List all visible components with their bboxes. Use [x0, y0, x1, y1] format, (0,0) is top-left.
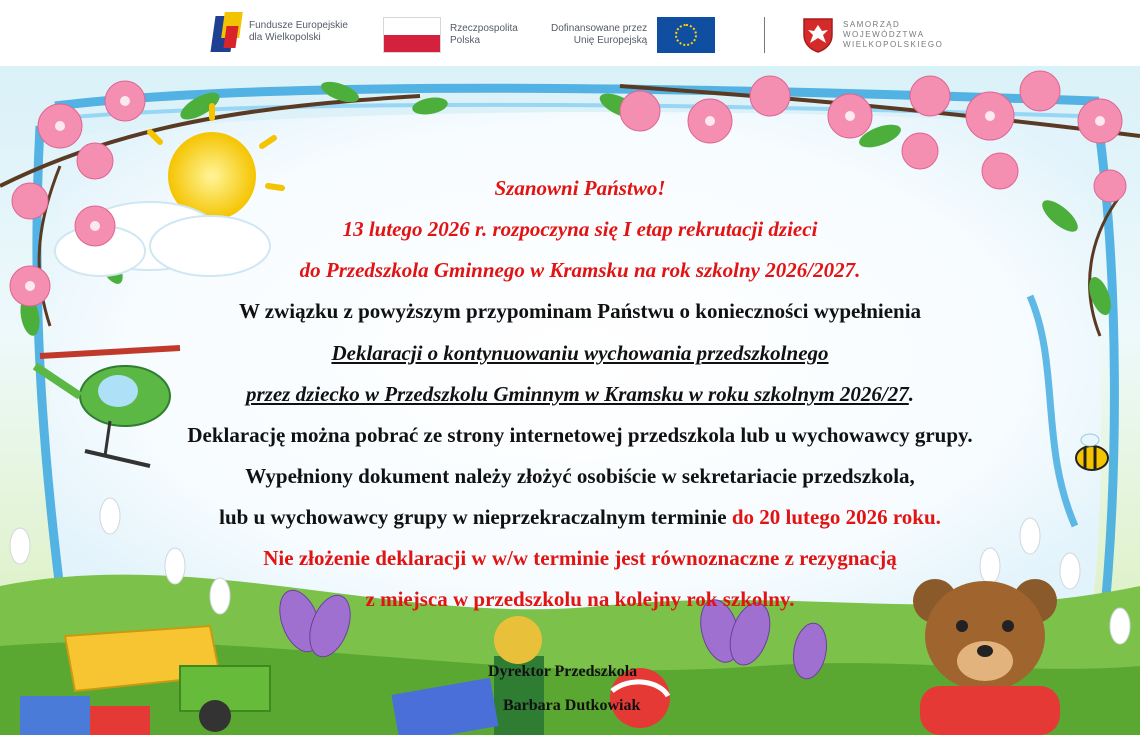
declaration-title-text: Deklaracji o kontynuowaniu wychowania przedszkolnego	[331, 341, 829, 365]
deadline-date: do 20 lutego 2026 roku.	[731, 505, 941, 529]
eu-logo	[551, 17, 715, 53]
fe-logo-text: Fundusze Europejskie dla Wielkopolski	[249, 20, 348, 43]
line-declaration-title	[90, 340, 1070, 366]
eu-flag-icon	[657, 17, 715, 53]
fe-logo-icon	[213, 12, 241, 52]
pl-logo	[383, 17, 518, 53]
line-reminder: W związku z powyższym przypominam Państwu o konieczności wypełnienia	[238, 299, 922, 323]
bee-icon	[1076, 434, 1108, 470]
line-declaration-subject	[90, 381, 1070, 407]
declaration-subject-period: .	[908, 382, 915, 406]
wielkopolska-shield-icon	[802, 17, 834, 53]
fe-logo	[213, 12, 348, 52]
deadline-text: lub u wychowawcy grupy w nieprzekraczalnym terminie	[219, 505, 732, 529]
line-deadline	[90, 504, 1070, 530]
declaration-subject-text: przez dziecko w Przedszkolu Gminnym w Kramsku w roku szkolnym 2026/27	[245, 382, 909, 406]
eu-logo-text: Dofinansowane przez Unię Europejską	[551, 23, 648, 46]
greeting: Szanowni Państwo!	[494, 176, 666, 200]
signature-title: Dyrektor Przedszkola	[488, 663, 638, 680]
line-warning-cont: z miejsca w przedszkolu na kolejny rok szkolny.	[365, 587, 795, 611]
polish-flag-icon	[383, 17, 441, 53]
logo-strip	[0, 0, 1140, 66]
wlkp-logo-text: SAMORZĄD WOJEWÓDZTWA WIELKOPOLSKIEGO	[843, 20, 944, 49]
line-submission-info: Wypełniony dokument należy złożyć osobiście w sekretariacie przedszkola,	[245, 464, 915, 488]
line-download-info: Deklarację można pobrać ze strony internetowej przedszkola lub u wychowawcy grupy.	[187, 423, 973, 447]
line-recruitment-date: 13 lutego 2026 r. rozpoczyna się I etap rekrutacji dzieci	[342, 217, 818, 241]
pl-logo-text: Rzeczpospolita Polska	[450, 23, 518, 46]
signature-name: Barbara Dutkowiak	[503, 697, 641, 714]
logo-divider	[764, 17, 765, 53]
line-warning: Nie złożenie deklaracji w w/w terminie jest równoznaczne z rezygnacją	[263, 546, 897, 570]
line-kindergarten-name: do Przedszkola Gminnego w Kramsku na rok szkolny 2026/2027.	[299, 258, 861, 282]
wlkp-logo	[802, 17, 943, 53]
